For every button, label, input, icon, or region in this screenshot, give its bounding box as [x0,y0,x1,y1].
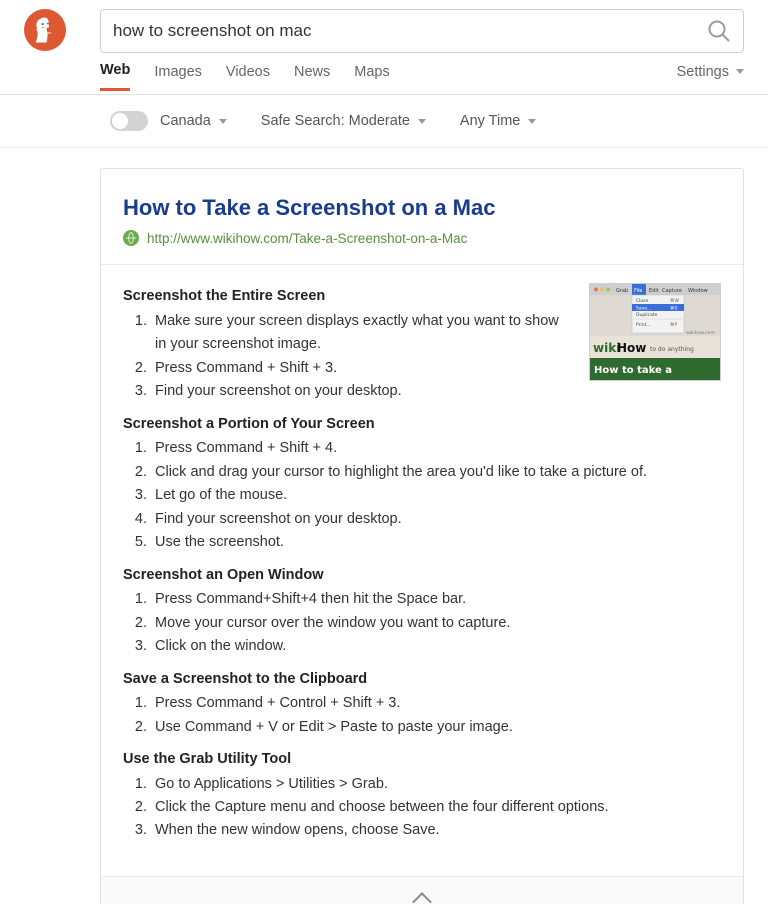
section-heading: Save a Screenshot to the Clipboard [123,670,368,687]
search-box[interactable] [100,9,744,53]
result-thumbnail[interactable] [589,283,721,381]
list-item: 2. Press Command + Shift + 3. [151,357,571,380]
result-title[interactable]: How to Take a Screenshot on a Mac [123,195,496,220]
svg-text:Edit: Edit [649,288,659,295]
section-steps [123,437,721,554]
section-steps [123,773,721,843]
svg-text:wiki: wiki [593,341,621,356]
list-item: 2. Click and drag your cursor to highlight the area you'd like to take a picture of. [151,461,721,484]
svg-text:Window: Window [688,288,708,295]
chevron-down-icon [736,69,744,74]
chevron-up-icon [412,892,432,904]
duckduckgo-logo[interactable] [24,9,66,51]
section-heading: Screenshot the Entire Screen [123,288,326,305]
toggle-knob [112,113,128,129]
section-heading: Screenshot an Open Window [123,566,324,583]
result-section [123,564,721,659]
chevron-down-icon [219,119,227,124]
list-item: 2. Use Command + V or Edit > Paste to paste your image. [151,716,721,739]
svg-text:⌘P: ⌘P [670,323,678,329]
search-button[interactable] [695,10,743,52]
section-heading: Screenshot a Portion of Your Screen [123,415,375,432]
tab-news[interactable]: News [294,63,331,80]
search-input[interactable] [101,10,695,52]
search-icon [706,18,732,44]
result-url-row[interactable] [123,230,721,246]
list-item: 4. Find your screenshot on your desktop. [151,508,721,531]
result-section [123,668,721,739]
svg-text:⌘W: ⌘W [670,299,679,305]
list-item: 3. Let go of the mouse. [151,484,721,507]
settings-label: Settings [676,63,729,80]
settings-menu[interactable] [677,64,744,90]
tab-maps[interactable]: Maps [354,63,390,80]
result-section [123,413,721,555]
list-item: 2. Click the Capture menu and choose between the four different options. [151,796,721,819]
result-header [101,169,743,265]
list-item: 3. Click on the window. [151,635,721,658]
result-url[interactable]: http://www.wikihow.com/Take-a-Screenshot-on-a-Mac [147,230,468,246]
time-filter[interactable] [460,113,536,129]
result-section [123,748,721,843]
region-filter[interactable] [160,113,227,129]
svg-text:Print...: Print... [636,323,651,329]
duckduckgo-logo-icon [28,13,62,47]
region-toggle[interactable] [110,111,148,131]
tab-videos[interactable]: Videos [225,63,270,80]
svg-text:Close: Close [636,299,649,305]
page-header [0,0,768,95]
list-item: 1. Make sure your screen displays exactly what you want to show in your screenshot image. [151,310,571,357]
section-steps [123,692,721,739]
section-steps [123,310,571,404]
list-item: 1. Press Command + Control + Shift + 3. [151,692,721,715]
svg-text:to do anything: to do anything [650,346,694,354]
list-item: 2. Move your cursor over the window you want to capture. [151,612,721,635]
list-item: 3. When the new window opens, choose Save. [151,819,721,842]
wikihow-screenshot-image [590,284,720,380]
svg-text:How: How [617,341,647,356]
svg-text:File: File [634,288,643,295]
list-item: 1. Press Command + Shift + 4. [151,437,721,460]
section-steps [123,588,721,658]
safe-search-label: Safe Search: Moderate [260,113,410,129]
tab-web[interactable]: Web [100,62,130,91]
svg-text:wikihow.com: wikihow.com [686,331,715,337]
list-item: 1. Go to Applications > Utilities > Grab. [151,773,721,796]
time-filter-label: Any Time [459,113,521,129]
list-item: 5. Use the screenshot. [151,531,721,554]
list-item: 1. Press Command+Shift+4 then hit the Space bar. [151,588,721,611]
instant-answer-card [100,168,744,904]
svg-text:How to take a: How to take a [594,365,673,377]
svg-text:⌘S: ⌘S [670,306,678,312]
svg-text:Grab: Grab [616,288,629,295]
svg-text:Duplicate: Duplicate [636,313,658,319]
search-tabs [100,62,744,91]
tab-images[interactable]: Images [154,63,202,80]
list-item: 3. Find your screenshot on your desktop. [151,380,571,403]
safe-search-filter[interactable] [261,113,426,129]
svg-text:Capture: Capture [662,288,682,295]
svg-text:Save...: Save... [636,306,652,312]
section-heading: Use the Grab Utility Tool [123,751,292,768]
result-body [101,265,743,876]
chevron-down-icon [528,119,536,124]
filter-bar [0,95,768,148]
chevron-down-icon [418,119,426,124]
globe-icon [123,230,139,246]
collapse-card-button[interactable] [101,876,743,904]
region-filter-label: Canada [160,113,211,129]
